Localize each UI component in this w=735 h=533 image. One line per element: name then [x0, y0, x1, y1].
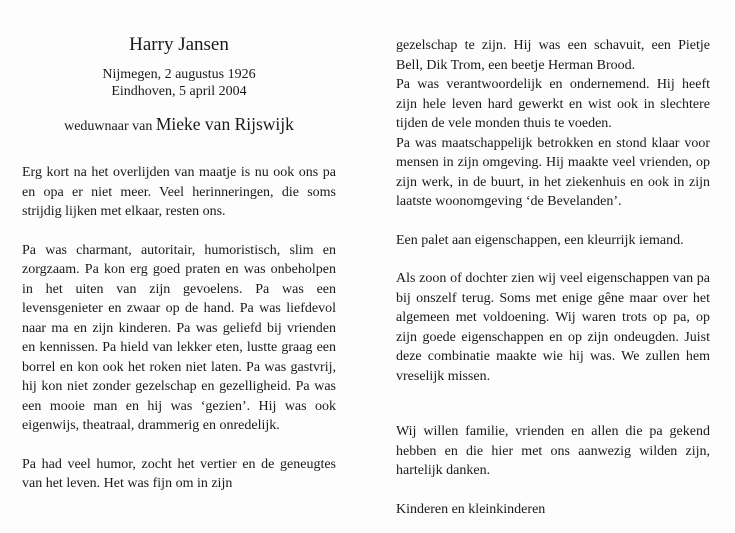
- death-line: Eindhoven, 5 april 2004: [111, 84, 247, 99]
- right-page: [396, 36, 710, 519]
- paragraph-palette: Een palet aan eigenschappen, een kleurrijk iemand.: [396, 232, 684, 248]
- paragraph-responsible: Pa was verantwoordelijk en ondernemend. Hij heeft zijn hele leven hard gewerkt en wist ook in slechtere tijden de vele monden thuis te voeden.: [396, 77, 710, 131]
- spouse-line: [22, 114, 336, 137]
- spouse-name: Mieke van Rijswijk: [155, 114, 294, 134]
- page-fold: [365, 0, 366, 533]
- deceased-name: Harry Jansen: [129, 34, 229, 55]
- birth-line: Nijmegen, 2 augustus 1926: [102, 67, 256, 82]
- paragraph-continuation: gezelschap te zijn. Hij was een schavuit, een Pietje Bell, Dik Trom, een beetje Herman Brood.: [396, 38, 710, 73]
- paragraph-social: Pa was maatschappelijk betrokken en stond klaar voor mensen in zijn omgeving. Hij maakte veel vrienden, op zijn werk, in de buurt, in het ziekenhuis en ook in zijn laatste woonomgeving ‘de Bevelanden’.: [396, 135, 710, 209]
- paragraph-children: Als zoon of dochter zien wij veel eigenschappen van pa bij onszelf terug. Soms met enige gêne maar over het algemeen met voldoening. Wij waren trots op pa, op zijn goede eigenschappen en op zijn ondeugden. Juist deze combinatie maakte wie hij was. We zullen hem vreselijk missen.: [396, 271, 710, 384]
- paragraph-intro: Erg kort na het overlijden van maatje is nu ook ons pa en opa er niet meer. Veel herinneringen, die soms strijdig lijken met elkaar, resten ons.: [22, 165, 336, 219]
- paragraph-thanks: Wij willen familie, vrienden en allen die pa gekend hebben en die hier met ons aanwezig wilden zijn, hartelijk danken.: [396, 424, 710, 478]
- signature: Kinderen en kleinkinderen: [396, 501, 546, 517]
- paragraph-character: Pa was charmant, autoritair, humoristisch, slim en zorgzaam. Pa kon erg goed praten en was onbeholpen in het uiten van zijn gevoelens. Pa was een levensgenieter en zwaar op de hand. Pa was liefdevol naar ma en zijn kinderen. Pa was geliefd bij vrienden en kennissen. Pa hield van lekker eten, lustte graag een borrel en kon ook het roken niet laten. Pa was gastvrij, hij kon niet zonder gezelschap en gezelligheid. Pa was een mooie man en hij was ‘gezien’. Hij was ook eigenwijs, theatraal, drammerig en onredelijk.: [22, 242, 336, 433]
- left-page: [22, 34, 336, 494]
- spouse-prefix: weduwnaar van: [64, 119, 153, 134]
- paragraph-humor: Pa had veel humor, zocht het vertier en de geneugtes van het leven. Het was fijn om in zijn: [22, 456, 336, 491]
